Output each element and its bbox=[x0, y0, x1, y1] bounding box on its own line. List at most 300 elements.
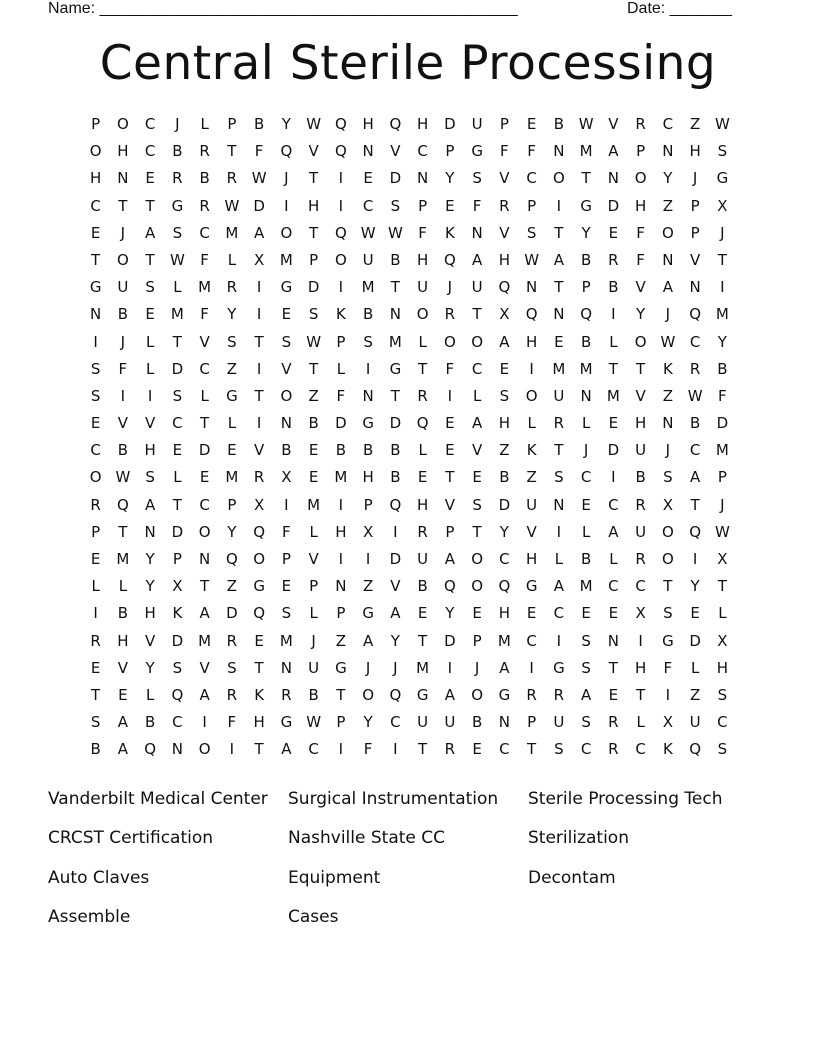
grid-letter[interactable]: L bbox=[91, 577, 100, 596]
grid-letter[interactable]: S bbox=[390, 196, 401, 215]
grid-letter[interactable]: C bbox=[308, 740, 319, 759]
grid-letter[interactable]: C bbox=[417, 142, 428, 161]
grid-letter[interactable]: A bbox=[253, 223, 265, 242]
grid-letter[interactable]: C bbox=[499, 550, 510, 568]
grid-letter[interactable]: T bbox=[472, 305, 482, 324]
grid-letter[interactable]: M bbox=[552, 359, 566, 378]
grid-letter[interactable]: F bbox=[336, 386, 346, 405]
grid-letter[interactable]: S bbox=[90, 713, 101, 732]
grid-letter[interactable]: B bbox=[689, 414, 701, 433]
grid-letter[interactable]: Y bbox=[445, 604, 455, 623]
grid-letter[interactable]: F bbox=[200, 305, 209, 324]
grid-letter[interactable]: S bbox=[663, 604, 673, 623]
grid-letter[interactable]: W bbox=[224, 196, 240, 215]
grid-letter[interactable]: C bbox=[499, 740, 510, 759]
grid-letter[interactable]: H bbox=[416, 115, 429, 133]
grid-letter[interactable]: L bbox=[636, 713, 645, 732]
grid-letter[interactable]: P bbox=[499, 115, 509, 133]
grid-letter[interactable]: A bbox=[444, 685, 455, 704]
grid-letter[interactable]: N bbox=[498, 713, 510, 732]
grid-letter[interactable]: M bbox=[579, 359, 593, 378]
grid-letter[interactable]: C bbox=[689, 441, 701, 460]
grid-letter[interactable]: M bbox=[388, 332, 402, 351]
grid-letter[interactable]: A bbox=[662, 278, 673, 297]
grid-letter[interactable]: B bbox=[499, 468, 510, 487]
grid-letter[interactable]: B bbox=[471, 713, 483, 732]
grid-letter[interactable]: Z bbox=[662, 386, 674, 405]
grid-letter[interactable]: A bbox=[444, 550, 455, 568]
grid-letter[interactable]: E bbox=[90, 658, 101, 677]
grid-letter[interactable]: S bbox=[172, 386, 183, 405]
grid-letter[interactable]: Q bbox=[443, 250, 456, 269]
grid-letter[interactable]: C bbox=[199, 495, 210, 514]
grid-letter[interactable]: X bbox=[253, 250, 265, 269]
grid-letter[interactable]: P bbox=[172, 550, 182, 568]
grid-letter[interactable]: T bbox=[145, 196, 155, 215]
grid-letter[interactable]: B bbox=[117, 305, 129, 324]
grid-letter[interactable]: P bbox=[336, 604, 346, 623]
grid-letter[interactable]: U bbox=[526, 495, 538, 514]
grid-letter[interactable]: L bbox=[418, 332, 427, 351]
grid-letter[interactable]: L bbox=[309, 522, 318, 541]
grid-letter[interactable]: P bbox=[336, 332, 346, 351]
grid-letter[interactable]: Q bbox=[116, 495, 129, 514]
grid-letter[interactable]: Z bbox=[335, 631, 347, 650]
grid-letter[interactable]: L bbox=[527, 414, 536, 433]
grid-letter[interactable]: T bbox=[418, 740, 428, 759]
grid-letter[interactable]: L bbox=[609, 332, 618, 351]
grid-letter[interactable]: V bbox=[635, 278, 646, 297]
grid-letter[interactable]: Q bbox=[253, 522, 266, 541]
grid-letter[interactable]: S bbox=[363, 332, 373, 351]
grid-letter[interactable]: L bbox=[173, 468, 182, 487]
grid-letter[interactable]: E bbox=[417, 468, 428, 487]
grid-letter[interactable]: C bbox=[144, 142, 156, 161]
grid-letter[interactable]: I bbox=[638, 631, 643, 650]
grid-letter[interactable]: W bbox=[714, 115, 730, 133]
grid-letter[interactable]: H bbox=[498, 250, 511, 269]
grid-letter[interactable]: P bbox=[336, 713, 346, 732]
grid-letter[interactable]: B bbox=[199, 169, 210, 188]
grid-letter[interactable]: W bbox=[524, 250, 540, 269]
grid-letter[interactable]: I bbox=[338, 169, 344, 188]
grid-letter[interactable]: H bbox=[525, 332, 538, 351]
grid-letter[interactable]: O bbox=[552, 169, 565, 188]
grid-letter[interactable]: H bbox=[117, 142, 129, 161]
grid-letter[interactable]: Q bbox=[498, 577, 511, 596]
grid-letter[interactable]: V bbox=[253, 441, 265, 460]
grid-letter[interactable]: I bbox=[256, 414, 262, 433]
grid-letter[interactable]: X bbox=[362, 522, 374, 541]
grid-letter[interactable]: M bbox=[198, 278, 212, 297]
grid-letter[interactable]: A bbox=[580, 685, 592, 704]
grid-letter[interactable]: H bbox=[525, 550, 538, 568]
grid-letter[interactable]: L bbox=[472, 386, 482, 405]
grid-letter[interactable]: I bbox=[338, 550, 344, 568]
grid-letter[interactable]: S bbox=[472, 169, 482, 188]
grid-letter[interactable]: T bbox=[390, 386, 400, 405]
grid-letter[interactable]: P bbox=[227, 115, 237, 133]
grid-letter[interactable]: A bbox=[608, 522, 619, 541]
grid-letter[interactable]: A bbox=[499, 658, 510, 677]
grid-letter[interactable]: Z bbox=[226, 359, 238, 378]
grid-letter[interactable]: I bbox=[665, 685, 671, 704]
grid-letter[interactable]: N bbox=[362, 142, 374, 161]
grid-letter[interactable]: O bbox=[634, 169, 647, 188]
grid-letter[interactable]: H bbox=[634, 196, 647, 215]
grid-letter[interactable]: P bbox=[227, 495, 237, 514]
grid-letter[interactable]: S bbox=[90, 359, 101, 378]
grid-letter[interactable]: Z bbox=[689, 115, 701, 133]
grid-letter[interactable]: E bbox=[445, 441, 455, 460]
grid-letter[interactable]: M bbox=[497, 631, 511, 650]
grid-letter[interactable]: V bbox=[444, 495, 455, 514]
grid-letter[interactable]: M bbox=[361, 278, 375, 297]
grid-letter[interactable]: J bbox=[120, 332, 126, 351]
grid-letter[interactable]: O bbox=[416, 305, 429, 324]
grid-letter[interactable]: B bbox=[580, 550, 592, 568]
grid-letter[interactable]: N bbox=[199, 550, 211, 568]
grid-letter[interactable]: P bbox=[91, 115, 101, 133]
grid-letter[interactable]: B bbox=[635, 468, 646, 487]
grid-letter[interactable]: N bbox=[335, 577, 347, 596]
grid-letter[interactable]: V bbox=[199, 332, 210, 351]
grid-letter[interactable]: C bbox=[172, 713, 183, 732]
grid-letter[interactable]: F bbox=[254, 142, 264, 161]
grid-letter[interactable]: N bbox=[280, 414, 292, 433]
grid-letter[interactable]: E bbox=[254, 631, 264, 650]
grid-letter[interactable]: M bbox=[225, 223, 239, 242]
grid-letter[interactable]: A bbox=[499, 332, 510, 351]
grid-letter[interactable]: Q bbox=[443, 577, 456, 596]
grid-letter[interactable]: S bbox=[172, 223, 183, 242]
grid-letter[interactable]: V bbox=[499, 169, 510, 188]
grid-letter[interactable]: C bbox=[390, 713, 401, 732]
grid-letter[interactable]: X bbox=[172, 577, 183, 596]
grid-letter[interactable]: J bbox=[393, 658, 398, 677]
grid-letter[interactable]: E bbox=[417, 604, 428, 623]
grid-letter[interactable]: T bbox=[336, 685, 346, 704]
grid-letter[interactable]: A bbox=[199, 685, 210, 704]
grid-letter[interactable]: U bbox=[553, 386, 565, 405]
grid-letter[interactable]: E bbox=[526, 604, 537, 623]
grid-letter[interactable]: J bbox=[447, 278, 453, 297]
grid-letter[interactable]: E bbox=[581, 604, 591, 623]
grid-letter[interactable]: B bbox=[308, 414, 319, 433]
grid-letter[interactable]: B bbox=[390, 441, 401, 460]
grid-letter[interactable]: U bbox=[308, 658, 320, 677]
grid-letter[interactable]: Z bbox=[499, 441, 510, 460]
grid-letter[interactable]: R bbox=[526, 685, 537, 704]
grid-letter[interactable]: R bbox=[90, 495, 101, 514]
grid-letter[interactable]: S bbox=[717, 142, 728, 161]
grid-letter[interactable]: G bbox=[580, 196, 592, 215]
grid-letter[interactable]: Y bbox=[145, 658, 155, 677]
grid-letter[interactable]: N bbox=[144, 522, 156, 541]
grid-letter[interactable]: J bbox=[720, 223, 725, 242]
grid-letter[interactable]: T bbox=[472, 522, 482, 541]
grid-letter[interactable]: Q bbox=[525, 305, 538, 324]
grid-letter[interactable]: O bbox=[198, 740, 211, 759]
grid-letter[interactable]: U bbox=[444, 713, 456, 732]
grid-letter[interactable]: R bbox=[635, 550, 646, 568]
grid-letter[interactable]: D bbox=[171, 522, 184, 541]
grid-letter[interactable]: T bbox=[172, 332, 182, 351]
grid-letter[interactable]: P bbox=[309, 250, 319, 269]
grid-letter[interactable]: E bbox=[363, 169, 373, 188]
grid-letter[interactable]: K bbox=[662, 740, 673, 759]
grid-letter[interactable]: J bbox=[120, 223, 126, 242]
grid-letter[interactable]: V bbox=[117, 658, 128, 677]
grid-letter[interactable]: D bbox=[171, 631, 184, 650]
grid-letter[interactable]: C bbox=[362, 196, 374, 215]
grid-letter[interactable]: N bbox=[662, 250, 674, 269]
grid-letter[interactable]: X bbox=[253, 495, 265, 514]
grid-letter[interactable]: B bbox=[608, 278, 619, 297]
grid-letter[interactable]: H bbox=[307, 196, 320, 215]
grid-letter[interactable]: R bbox=[608, 250, 619, 269]
grid-letter[interactable]: P bbox=[527, 196, 537, 215]
grid-letter[interactable]: K bbox=[526, 441, 537, 460]
grid-letter[interactable]: L bbox=[173, 278, 182, 297]
grid-letter[interactable]: V bbox=[308, 550, 319, 568]
grid-letter[interactable]: F bbox=[636, 250, 645, 269]
grid-letter[interactable]: E bbox=[526, 115, 537, 133]
grid-letter[interactable]: B bbox=[281, 441, 292, 460]
grid-letter[interactable]: W bbox=[169, 250, 185, 269]
grid-letter[interactable]: B bbox=[117, 604, 129, 623]
grid-letter[interactable]: D bbox=[335, 414, 347, 433]
grid-letter[interactable]: I bbox=[447, 658, 453, 677]
grid-letter[interactable]: O bbox=[471, 577, 484, 596]
grid-letter[interactable]: P bbox=[363, 495, 373, 514]
grid-letter[interactable]: T bbox=[636, 685, 646, 704]
grid-letter[interactable]: A bbox=[117, 713, 128, 732]
grid-letter[interactable]: N bbox=[471, 223, 483, 242]
grid-letter[interactable]: Z bbox=[526, 468, 537, 487]
grid-letter[interactable]: V bbox=[390, 577, 401, 596]
grid-letter[interactable]: C bbox=[580, 740, 592, 759]
grid-letter[interactable]: L bbox=[309, 604, 318, 623]
grid-letter[interactable]: B bbox=[308, 685, 319, 704]
grid-letter[interactable]: M bbox=[715, 441, 729, 460]
grid-letter[interactable]: T bbox=[717, 577, 727, 596]
grid-letter[interactable]: I bbox=[338, 196, 344, 215]
grid-letter[interactable]: C bbox=[90, 196, 101, 215]
grid-letter[interactable]: G bbox=[89, 278, 102, 297]
grid-letter[interactable]: G bbox=[416, 685, 429, 704]
grid-letter[interactable]: H bbox=[689, 142, 701, 161]
grid-letter[interactable]: F bbox=[636, 223, 645, 242]
grid-letter[interactable]: L bbox=[554, 550, 564, 568]
grid-letter[interactable]: T bbox=[118, 196, 128, 215]
grid-letter[interactable]: R bbox=[553, 685, 565, 704]
grid-letter[interactable]: C bbox=[608, 577, 619, 596]
grid-letter[interactable]: R bbox=[226, 685, 238, 704]
grid-letter[interactable]: V bbox=[390, 142, 401, 161]
grid-letter[interactable]: Y bbox=[663, 169, 673, 188]
grid-letter[interactable]: D bbox=[444, 631, 456, 650]
grid-letter[interactable]: E bbox=[608, 685, 619, 704]
grid-letter[interactable]: M bbox=[606, 386, 620, 405]
grid-letter[interactable]: W bbox=[687, 386, 703, 405]
grid-letter[interactable]: I bbox=[256, 359, 262, 378]
grid-letter[interactable]: Z bbox=[226, 577, 238, 596]
grid-letter[interactable]: C bbox=[580, 468, 592, 487]
grid-letter[interactable]: V bbox=[199, 658, 210, 677]
grid-letter[interactable]: G bbox=[471, 142, 483, 161]
grid-letter[interactable]: W bbox=[360, 223, 376, 242]
grid-letter[interactable]: M bbox=[334, 468, 348, 487]
grid-letter[interactable]: T bbox=[254, 658, 264, 677]
grid-letter[interactable]: N bbox=[607, 631, 619, 650]
grid-letter[interactable]: W bbox=[306, 115, 322, 133]
grid-letter[interactable]: F bbox=[200, 250, 209, 269]
grid-letter[interactable]: Q bbox=[498, 278, 511, 297]
grid-letter[interactable]: L bbox=[145, 359, 155, 378]
grid-letter[interactable]: T bbox=[690, 495, 700, 514]
grid-letter[interactable]: G bbox=[389, 359, 402, 378]
grid-letter[interactable]: D bbox=[389, 169, 402, 188]
grid-letter[interactable]: C bbox=[662, 115, 674, 133]
grid-letter[interactable]: T bbox=[172, 495, 182, 514]
grid-letter[interactable]: A bbox=[553, 577, 564, 596]
grid-letter[interactable]: R bbox=[608, 713, 619, 732]
grid-letter[interactable]: G bbox=[553, 658, 565, 677]
grid-letter[interactable]: O bbox=[280, 386, 293, 405]
grid-letter[interactable]: W bbox=[578, 115, 594, 133]
grid-letter[interactable]: D bbox=[307, 278, 320, 297]
grid-letter[interactable]: H bbox=[253, 713, 265, 732]
grid-letter[interactable]: F bbox=[718, 386, 727, 405]
grid-letter[interactable]: Y bbox=[390, 631, 400, 650]
grid-letter[interactable]: M bbox=[579, 577, 593, 596]
grid-letter[interactable]: P bbox=[636, 142, 646, 161]
grid-letter[interactable]: D bbox=[498, 495, 511, 514]
grid-letter[interactable]: Y bbox=[281, 115, 291, 133]
grid-letter[interactable]: M bbox=[225, 468, 239, 487]
grid-letter[interactable]: E bbox=[90, 550, 101, 568]
grid-letter[interactable]: Q bbox=[280, 142, 293, 161]
grid-letter[interactable]: H bbox=[144, 604, 156, 623]
grid-letter[interactable]: U bbox=[417, 713, 429, 732]
grid-letter[interactable]: N bbox=[553, 142, 565, 161]
grid-letter[interactable]: O bbox=[661, 522, 674, 541]
grid-letter[interactable]: A bbox=[362, 631, 374, 650]
grid-letter[interactable]: G bbox=[362, 604, 374, 623]
grid-letter[interactable]: N bbox=[117, 169, 129, 188]
grid-letter[interactable]: M bbox=[307, 495, 321, 514]
grid-letter[interactable]: O bbox=[661, 223, 674, 242]
grid-letter[interactable]: W bbox=[714, 522, 730, 541]
grid-letter[interactable]: R bbox=[553, 414, 565, 433]
grid-letter[interactable]: T bbox=[554, 441, 564, 460]
grid-letter[interactable]: R bbox=[689, 359, 701, 378]
grid-letter[interactable]: X bbox=[499, 305, 510, 324]
grid-letter[interactable]: A bbox=[390, 604, 401, 623]
grid-letter[interactable]: G bbox=[498, 685, 511, 704]
grid-letter[interactable]: I bbox=[611, 468, 616, 487]
grid-letter[interactable]: H bbox=[144, 441, 156, 460]
grid-letter[interactable]: I bbox=[556, 522, 562, 541]
grid-letter[interactable]: Q bbox=[689, 740, 702, 759]
grid-letter[interactable]: O bbox=[198, 522, 211, 541]
grid-letter[interactable]: Y bbox=[636, 305, 646, 324]
grid-letter[interactable]: P bbox=[309, 577, 319, 596]
grid-letter[interactable]: J bbox=[175, 115, 180, 133]
grid-letter[interactable]: X bbox=[635, 604, 646, 623]
grid-letter[interactable]: O bbox=[661, 550, 674, 568]
grid-letter[interactable]: X bbox=[717, 196, 728, 215]
grid-letter[interactable]: R bbox=[635, 495, 646, 514]
grid-letter[interactable]: D bbox=[198, 441, 211, 460]
grid-letter[interactable]: J bbox=[311, 631, 316, 650]
grid-letter[interactable]: E bbox=[281, 305, 292, 324]
grid-letter[interactable]: F bbox=[472, 196, 482, 215]
grid-letter[interactable]: T bbox=[445, 468, 455, 487]
grid-letter[interactable]: R bbox=[199, 196, 210, 215]
grid-letter[interactable]: C bbox=[90, 441, 101, 460]
grid-letter[interactable]: L bbox=[200, 115, 209, 133]
grid-letter[interactable]: G bbox=[335, 658, 347, 677]
grid-letter[interactable]: T bbox=[309, 223, 319, 242]
grid-letter[interactable]: G bbox=[662, 631, 674, 650]
grid-letter[interactable]: V bbox=[281, 359, 292, 378]
grid-letter[interactable]: E bbox=[608, 223, 619, 242]
grid-letter[interactable]: F bbox=[500, 142, 509, 161]
grid-letter[interactable]: Q bbox=[416, 414, 429, 433]
grid-letter[interactable]: U bbox=[417, 550, 429, 568]
grid-letter[interactable]: I bbox=[529, 359, 534, 378]
grid-letter[interactable]: H bbox=[634, 414, 647, 433]
grid-letter[interactable]: W bbox=[306, 332, 322, 351]
grid-letter[interactable]: N bbox=[662, 142, 674, 161]
grid-letter[interactable]: I bbox=[338, 495, 344, 514]
grid-letter[interactable]: K bbox=[444, 223, 455, 242]
grid-letter[interactable]: B bbox=[580, 332, 592, 351]
grid-letter[interactable]: E bbox=[172, 441, 183, 460]
grid-letter[interactable]: W bbox=[660, 332, 676, 351]
grid-letter[interactable]: N bbox=[90, 305, 102, 324]
grid-letter[interactable]: I bbox=[338, 278, 344, 297]
grid-letter[interactable]: U bbox=[635, 522, 647, 541]
grid-letter[interactable]: H bbox=[362, 115, 374, 133]
grid-letter[interactable]: J bbox=[665, 305, 671, 324]
grid-letter[interactable]: C bbox=[144, 115, 156, 133]
grid-letter[interactable]: T bbox=[254, 740, 264, 759]
grid-letter[interactable]: Q bbox=[689, 305, 702, 324]
grid-letter[interactable]: P bbox=[91, 522, 101, 541]
grid-letter[interactable]: B bbox=[172, 142, 183, 161]
grid-letter[interactable]: F bbox=[118, 359, 128, 378]
grid-letter[interactable]: E bbox=[445, 196, 455, 215]
grid-letter[interactable]: E bbox=[690, 604, 700, 623]
grid-letter[interactable]: T bbox=[636, 359, 646, 378]
grid-letter[interactable]: Q bbox=[253, 604, 266, 623]
grid-letter[interactable]: S bbox=[581, 713, 591, 732]
grid-letter[interactable]: M bbox=[198, 631, 212, 650]
grid-letter[interactable]: A bbox=[471, 414, 483, 433]
grid-letter[interactable]: N bbox=[362, 386, 374, 405]
grid-letter[interactable]: I bbox=[447, 386, 453, 405]
grid-letter[interactable]: C bbox=[172, 414, 183, 433]
grid-letter[interactable]: L bbox=[418, 441, 427, 460]
grid-letter[interactable]: S bbox=[472, 495, 482, 514]
grid-letter[interactable]: G bbox=[280, 278, 293, 297]
grid-letter[interactable]: V bbox=[144, 414, 156, 433]
grid-letter[interactable]: R bbox=[499, 196, 510, 215]
grid-letter[interactable]: B bbox=[362, 305, 374, 324]
